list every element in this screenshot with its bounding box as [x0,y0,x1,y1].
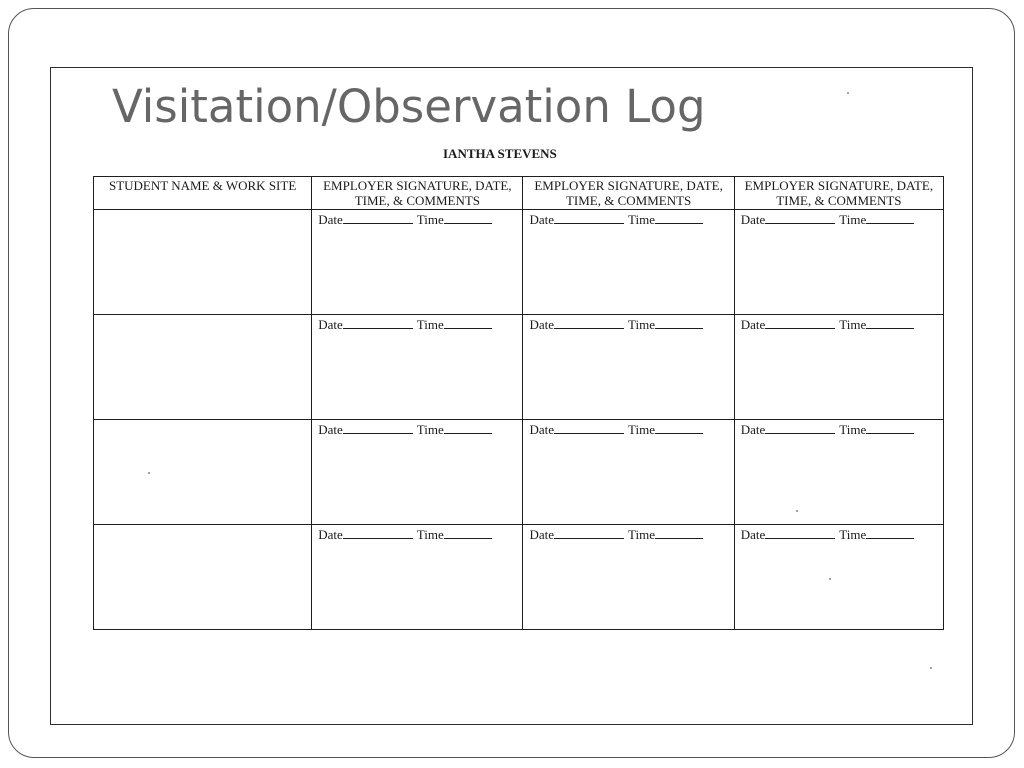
time-blank[interactable] [655,422,703,434]
employer-signature-cell[interactable] [523,315,734,420]
time-blank[interactable] [444,527,492,539]
date-time-entry-line [523,420,733,438]
employer-signature-cell[interactable] [734,525,943,630]
scan-speck [148,472,150,474]
date-time-entry-line [735,315,943,333]
date-blank[interactable] [343,212,413,224]
date-label: Date [740,527,766,542]
employer-signature-cell[interactable] [734,420,943,525]
date-blank[interactable] [554,422,624,434]
scan-speck [796,510,798,512]
time-label: Time [839,527,867,542]
date-time-entry-line [523,525,733,543]
table-body [94,210,944,630]
time-label: Time [839,422,867,437]
time-blank[interactable] [866,317,914,329]
student-name-cell[interactable] [94,525,312,630]
employer-signature-cell[interactable] [734,210,943,315]
time-blank[interactable] [866,212,914,224]
time-blank[interactable] [444,212,492,224]
table-header-row [94,177,944,210]
scan-speck [930,667,932,669]
date-blank[interactable] [554,317,624,329]
date-blank[interactable] [554,527,624,539]
date-time-entry-line [312,315,522,333]
time-blank[interactable] [655,317,703,329]
date-blank[interactable] [343,317,413,329]
employer-signature-cell[interactable] [312,210,523,315]
scan-speck [829,578,831,580]
time-label: Time [839,317,867,332]
slide-title: Visitation/Observation Log [112,80,706,133]
time-label: Time [416,527,444,542]
date-label: Date [740,422,766,437]
time-blank[interactable] [655,527,703,539]
time-blank[interactable] [655,212,703,224]
table-row [94,525,944,630]
observation-log-table [93,176,944,630]
time-blank[interactable] [444,422,492,434]
employer-signature-cell[interactable] [734,315,943,420]
header-student-name-work-site: STUDENT NAME & WORK SITE [94,177,312,210]
table-row [94,210,944,315]
time-blank[interactable] [866,527,914,539]
date-blank[interactable] [343,422,413,434]
date-label: Date [529,317,555,332]
date-time-entry-line [523,315,733,333]
time-label: Time [628,317,656,332]
date-time-entry-line [312,525,522,543]
time-blank[interactable] [444,317,492,329]
time-blank[interactable] [866,422,914,434]
time-label: Time [839,212,867,227]
date-label: Date [529,527,555,542]
date-blank[interactable] [765,317,835,329]
student-name-cell[interactable] [94,315,312,420]
employer-signature-cell[interactable] [312,315,523,420]
date-time-entry-line [312,210,522,228]
date-blank[interactable] [765,212,835,224]
time-label: Time [628,212,656,227]
date-label: Date [529,422,555,437]
date-time-entry-line [735,210,943,228]
date-blank[interactable] [765,422,835,434]
table-row [94,420,944,525]
date-label: Date [740,212,766,227]
student-name-cell[interactable] [94,210,312,315]
date-label: Date [318,317,343,332]
scan-speck [847,92,849,94]
time-label: Time [628,527,656,542]
employer-signature-cell[interactable] [523,420,734,525]
date-label: Date [318,527,343,542]
date-blank[interactable] [765,527,835,539]
date-time-entry-line [312,420,522,438]
employer-signature-cell[interactable] [523,210,734,315]
employer-signature-cell[interactable] [523,525,734,630]
form-student-name: IANTHA STEVENS [443,146,557,161]
date-time-entry-line [523,210,733,228]
employer-signature-cell[interactable] [312,420,523,525]
table-row [94,315,944,420]
header-employer-signature-2: EMPLOYER SIGNATURE, DATE, TIME, & COMMENTS [523,177,734,210]
date-label: Date [529,212,555,227]
date-time-entry-line [735,525,943,543]
header-employer-signature-1: EMPLOYER SIGNATURE, DATE, TIME, & COMMENTS [312,177,523,210]
date-label: Date [740,317,766,332]
date-label: Date [318,212,343,227]
time-label: Time [416,212,444,227]
time-label: Time [416,422,444,437]
date-blank[interactable] [554,212,624,224]
header-employer-signature-3: EMPLOYER SIGNATURE, DATE, TIME, & COMMENTS [734,177,943,210]
time-label: Time [628,422,656,437]
time-label: Time [416,317,444,332]
date-label: Date [318,422,343,437]
date-time-entry-line [735,420,943,438]
employer-signature-cell[interactable] [312,525,523,630]
date-blank[interactable] [343,527,413,539]
student-name-cell[interactable] [94,420,312,525]
